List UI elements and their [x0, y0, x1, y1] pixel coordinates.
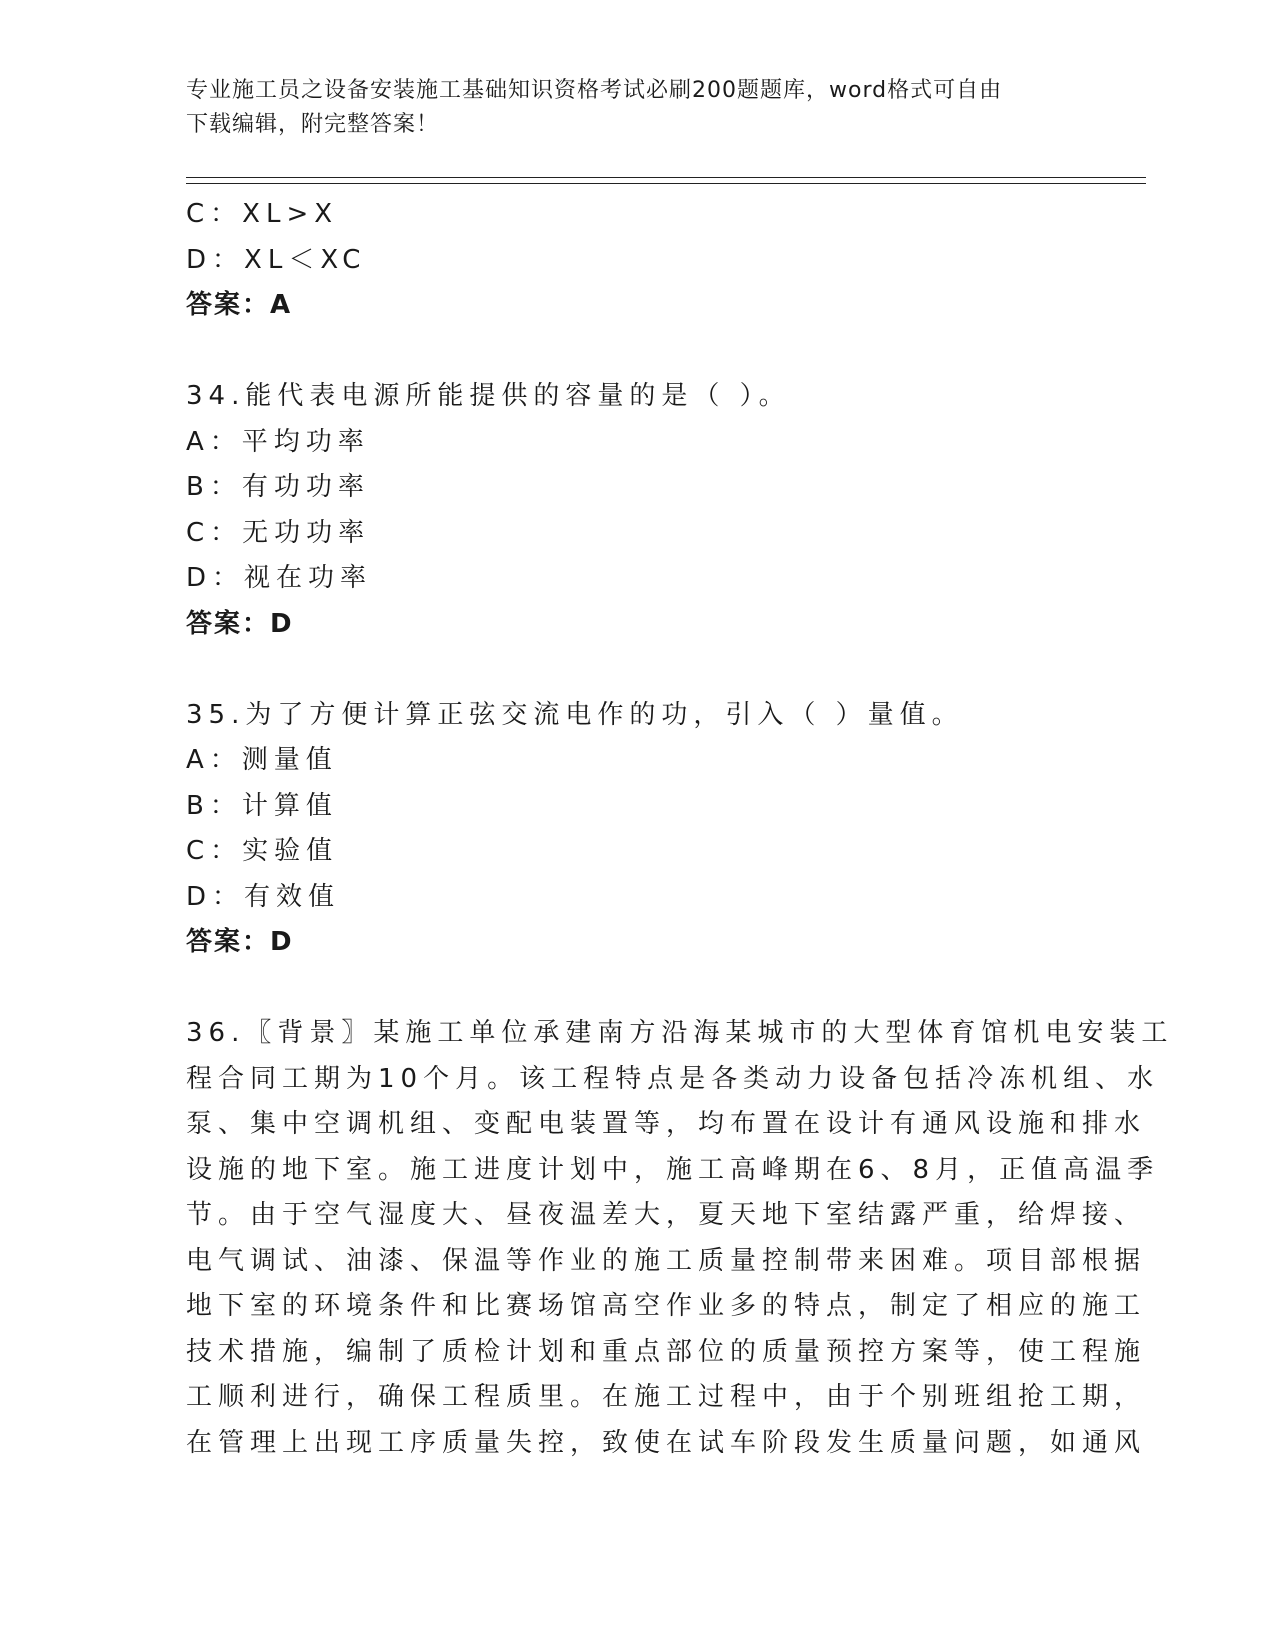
- answer: 答案：A: [186, 290, 293, 320]
- paragraph-line: 工顺利进行，确保工程质里。在施工过程中，由于个别班组抢工期，: [186, 1382, 1147, 1412]
- option-c: C：实验值: [186, 836, 339, 866]
- paragraph-line: 泵、集中空调机组、变配电装置等，均布置在设计有通风设施和排水: [186, 1109, 1147, 1139]
- answer: 答案：D: [186, 927, 294, 957]
- paragraph-line: 电气调试、油漆、保温等作业的施工质量控制带来困难。项目部根据: [186, 1245, 1147, 1276]
- option-d: D：视在功率: [186, 563, 373, 593]
- option-d: D：XL＜XC: [186, 244, 367, 275]
- question-35: [186, 693, 1066, 966]
- question-36: [186, 1011, 1174, 1466]
- option-b: B：计算值: [186, 790, 338, 821]
- paragraph-line: 节。由于空气湿度大、昼夜温差大，夏天地下室结露严重，给焊接、: [186, 1200, 1147, 1230]
- spacer: [186, 966, 1066, 1012]
- answer: 答案：D: [186, 608, 294, 639]
- header-line-2: 下载编辑，附完整答案！: [186, 112, 440, 137]
- spacer: [186, 329, 1066, 375]
- option-c: C：XL>X: [186, 199, 339, 229]
- paragraph-line: 在管理上出现工序质量失控，致使在试车阶段发生质量问题，如通风: [186, 1427, 1147, 1458]
- question-stem: 35.为了方便计算正弦交流电作的功，引入（ ）量值。: [186, 699, 964, 730]
- question-content: [186, 192, 1174, 1466]
- header-line-1: 专业施工员之设备安装施工基础知识资格考试必刷200题题库，word格式可自由: [186, 78, 1003, 103]
- option-d: D：有效值: [186, 881, 341, 912]
- spacer: [186, 647, 1066, 693]
- question-stem: 34.能代表电源所能提供的容量的是（ ）。: [186, 381, 791, 411]
- question-34: [186, 374, 1066, 647]
- option-a: A：测量值: [186, 745, 338, 775]
- option-c: C：无功功率: [186, 517, 371, 548]
- paragraph-line: 36.〖背景〗某施工单位承建南方沿海某城市的大型体育馆机电安装工: [186, 1018, 1174, 1048]
- option-a: A：平均功率: [186, 426, 370, 457]
- header-divider: [186, 177, 1146, 184]
- paragraph-line: 地下室的环境条件和比赛场馆高空作业多的特点，制定了相应的施工: [186, 1291, 1147, 1321]
- document-header: [186, 74, 1066, 142]
- option-b: B：有功功率: [186, 472, 370, 502]
- paragraph-line: 程合同工期为10个月。该工程特点是各类动力设备包括冷冻机组、水: [186, 1063, 1160, 1094]
- paragraph-line: 设施的地下室。施工进度计划中，施工高峰期在6、8月，正值高温季: [186, 1154, 1160, 1185]
- question-33: [186, 192, 1066, 329]
- paragraph-line: 技术措施，编制了质检计划和重点部位的质量预控方案等，使工程施: [186, 1336, 1147, 1367]
